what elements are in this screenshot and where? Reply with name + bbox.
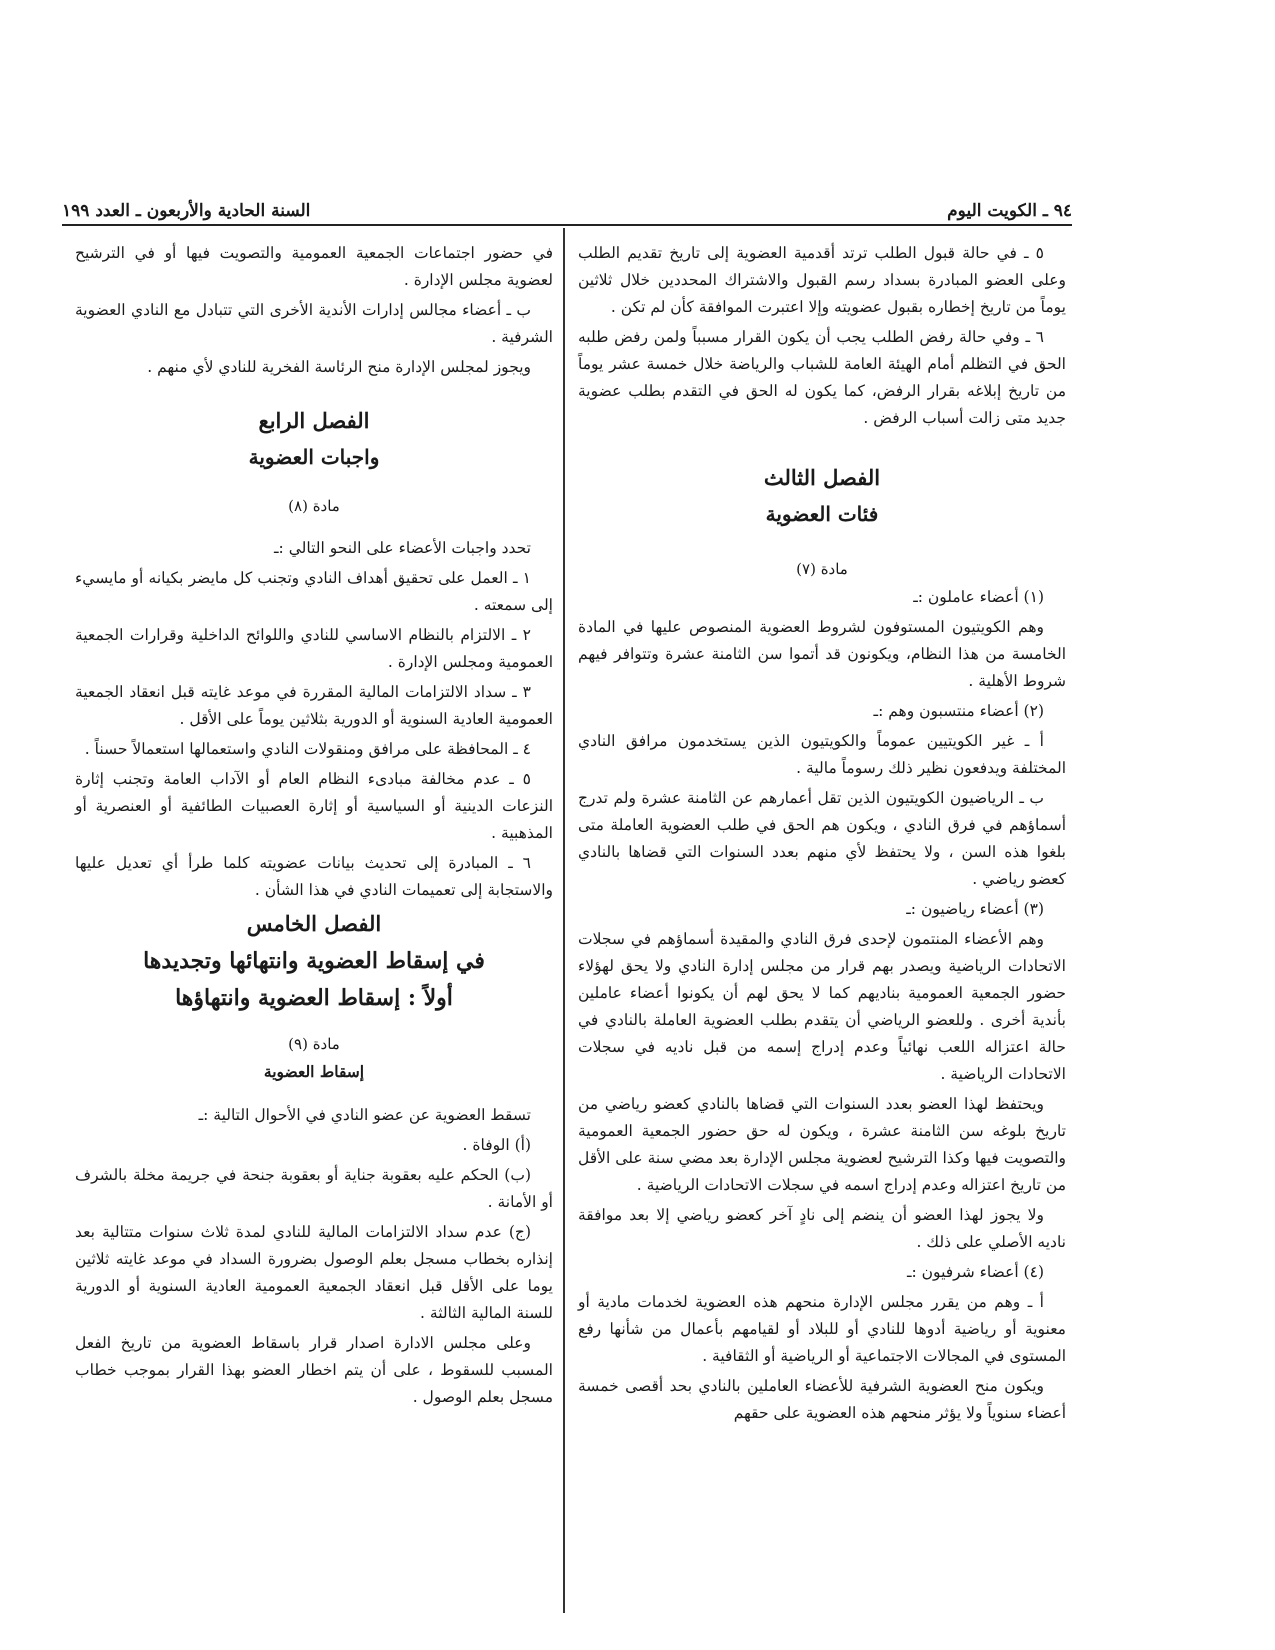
article-number: مادة (٧) [796, 560, 848, 578]
chapter-title: الفصل الثالث [763, 465, 881, 490]
page-number-label: ٩٤ ـ الكويت اليوم [947, 201, 1072, 221]
paragraph: أ ـ وهم من يقرر مجلس الإدارة منحهم هذه العضوية لخدمات مادية أو معنوية أو رياضية أدوها للنادي أو للبلاد أو لقيامهم بأعمال من شأنها رفع المستوى في المجالات الاجتماعية أو الرياضية أو الثقافية . [578, 1293, 1066, 1365]
article-number: مادة (٩) [288, 1035, 340, 1053]
left-column [75, 240, 553, 1414]
paragraph: تسقط العضوية عن عضو النادي في الأحوال التالية :ـ [198, 1106, 531, 1124]
chapter-subtitle: واجبات العضوية [248, 445, 380, 469]
right-column [578, 240, 1066, 1430]
paragraph: ب ـ الرياضيون الكويتيون الذين تقل أعمارهم عن الثامنة عشرة ولم تدرج أسماؤهم في فرق النادي ، ويكون هم الحق في طلب العضوية العاملة متى بلغوا هذه السن ، ولا يحتفظ لأي منهم بعدد السنوات التي قضاها بالنادي كعضو رياضي . [578, 789, 1066, 888]
paragraph: ٦ ـ وفي حالة رفض الطلب يجب أن يكون القرار مسبباً ولمن رفض طلبه الحق في التظلم أمام الهيئة العامة للشباب والرياضة خلال خمسة عشر يوماً من تاريخ إبلاغه بقرار الرفض، كما يكون له الحق في التقدم بطلب عضوية جديد متى زالت أسباب الرفض . [578, 328, 1066, 427]
category-title: (٢) أعضاء منتسبون وهم :ـ [873, 702, 1044, 720]
duty-item: ٤ ـ المحافظة على مرافق ومنقولات النادي واستعمالها استعمالاً حسناً . [84, 740, 531, 758]
chapter-title: الفصل الرابع [258, 408, 370, 433]
list-item: (ج) عدم سداد الالتزامات المالية للنادي لمدة ثلاث سنوات متتالية بعد إنذاره بخطاب مسجل بعلم الوصول بضرورة السداد في موعد غايته ثلاثين يوما على الأقل قبل انعقاد الجمعية العمومية العادية السنوية أو الدورية للسنة المالية الثالثة . [75, 1223, 553, 1322]
paragraph: تحدد واجبات الأعضاء على النحو التالي :ـ [274, 539, 531, 557]
paragraph: أ ـ غير الكويتيين عموماً والكويتيون الذين يستخدمون مرافق النادي المختلفة ويدفعون نظير ذلك رسوماً مالية . [578, 732, 1066, 777]
paragraph: وهم الكويتيون المستوفون لشروط العضوية المنصوص عليها في المادة الخامسة من هذا النظام، ويكونون قد أتموا سن الثامنة عشرة وتتوافر فيهم شروط الأهلية . [578, 618, 1066, 690]
category-title: (١) أعضاء عاملون :ـ [913, 588, 1044, 606]
paragraph: ولا يجوز لهذا العضو أن ينضم إلى نادٍ آخر كعضو رياضي إلا بعد موافقة ناديه الأصلي على ذلك . [578, 1206, 1066, 1251]
list-item: (ب) الحكم عليه بعقوبة جناية أو بعقوبة جنحة في جريمة مخلة بالشرف أو الأمانة . [75, 1166, 553, 1211]
duty-item: ٦ ـ المبادرة إلى تحديث بيانات عضويته كلما طرأ أي تعديل عليها والاستجابة إلى تعميمات النادي في هذا الشأن . [75, 854, 553, 899]
duty-item: ٢ ـ الالتزام بالنظام الاساسي للنادي واللوائح الداخلية وقرارات الجمعية العمومية ومجلس الإدارة . [75, 626, 553, 671]
paragraph: وعلى مجلس الادارة اصدار قرار باسقاط العضوية من تاريخ الفعل المسبب للسقوط ، على أن يتم اخطار العضو بهذا القرار بموجب خطاب مسجل بعلم الوصول . [75, 1334, 553, 1406]
article-number: مادة (٨) [288, 497, 340, 515]
paragraph: ويحتفظ لهذا العضو بعدد السنوات التي قضاها بالنادي كعضو رياضي من تاريخ بلوغه سن الثامنة عشرة ، ويكون له حق حضور الجمعية العمومية والتصويت فيها وكذا الترشيح لعضوية مجلس الإدارة بعد مضي سنة على الأقل من تاريخ اعتزاله وعدم إدراج اسمه في سجلات الاتحادات الرياضية . [578, 1095, 1066, 1194]
paragraph: ويكون منح العضوية الشرفية للأعضاء العاملين بالنادي بحد أقصى خمسة أعضاء سنوياً ولا يؤثر منحهم هذه العضوية على حقهم [578, 1377, 1066, 1422]
chapter-title: الفصل الخامس [246, 911, 382, 936]
category-title: (٤) أعضاء شرفيون :ـ [906, 1263, 1044, 1281]
column-divider [563, 228, 565, 1613]
issue-label: السنة الحادية والأربعون ـ العدد ١٩٩ [62, 201, 311, 221]
page-header [62, 198, 1072, 226]
section-title: أولاً : إسقاط العضوية وانتهاؤها [175, 985, 453, 1011]
chapter-subtitle: فئات العضوية [765, 502, 879, 526]
category-title: (٣) أعضاء رياضيون :ـ [906, 900, 1044, 918]
chapter-subtitle: في إسقاط العضوية وانتهائها وتجديدها [143, 948, 485, 974]
duty-item: ٥ ـ عدم مخالفة مبادىء النظام العام أو الآداب العامة وتجنب إثارة النزعات الدينية أو السياسية أو إثارة العصبيات الطائفية أو العنصرية أو المذهبية . [75, 770, 553, 842]
paragraph: ٥ ـ في حالة قبول الطلب ترتد أقدمية العضوية إلى تاريخ تقديم الطلب وعلى العضو المبادرة بسداد رسم القبول والاشتراك المحددين خلال ثلاثين يوماً من تاريخ إخطاره بقبول عضويته وإلا اعتبرت الموافقة كأن لم تكن . [578, 244, 1066, 316]
paragraph: ويجوز لمجلس الإدارة منح الرئاسة الفخرية للنادي لأي منهم . [147, 358, 531, 376]
duty-item: ١ ـ العمل على تحقيق أهداف النادي وتجنب كل مايضر بكيانه أو مايسيء إلى سمعته . [75, 569, 553, 614]
paragraph: وهم الأعضاء المنتمون لإحدى فرق النادي والمقيدة أسماؤهم في سجلات الاتحادات الرياضية ويصدر بهم قرار من مجلس إدارة النادي ولا يحق لهؤلاء حضور الجمعية العمومية بناديهم كما لا يحق لهم أن يكونوا أعضاء عاملين بأندية أخرى . وللعضو الرياضي أن يتقدم بطلب العضوية العاملة بالنادي في حالة اعتزاله اللعب نهائياً وعدم إدراج إسمه من قبل ناديه في سجلات الاتحادات الرياضية . [578, 930, 1066, 1083]
list-item: (أ) الوفاة . [462, 1136, 531, 1154]
paragraph: ب ـ أعضاء مجالس إدارات الأندية الأخرى التي تتبادل مع النادي العضوية الشرفية . [75, 301, 553, 346]
duty-item: ٣ ـ سداد الالتزامات المالية المقررة في موعد غايته قبل انعقاد الجمعية العمومية العادية السنوية أو الدورية بثلاثين يوماً على الأقل . [75, 683, 553, 728]
article-subtitle: إسقاط العضوية [263, 1062, 365, 1081]
paragraph: في حضور اجتماعات الجمعية العمومية والتصويت فيها أو في الترشيح لعضوية مجلس الإدارة . [75, 244, 553, 289]
